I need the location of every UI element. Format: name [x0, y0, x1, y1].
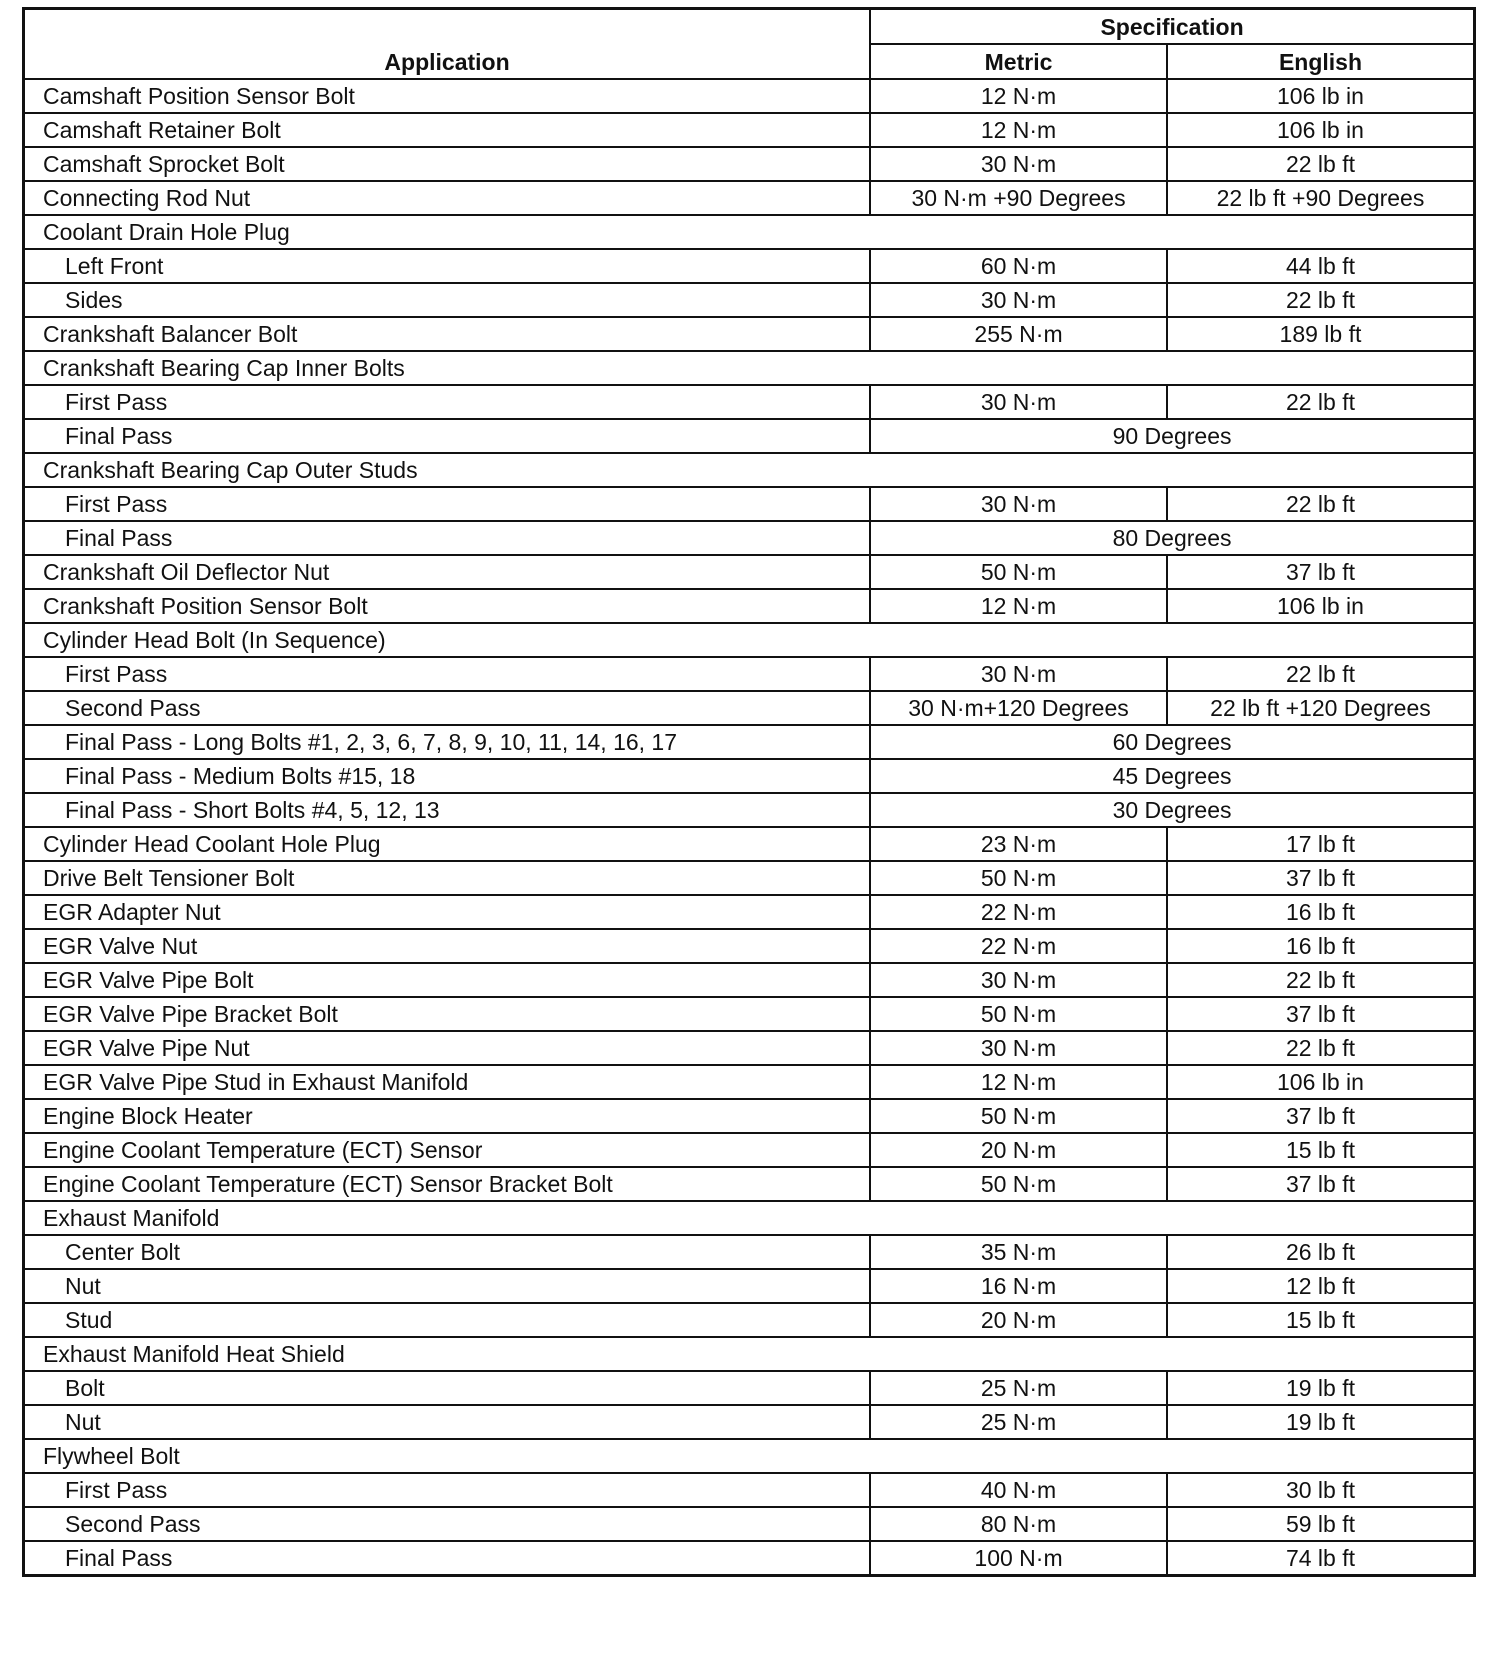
application-cell: Crankshaft Balancer Bolt [24, 317, 871, 351]
table-row [24, 1099, 1475, 1133]
table-row [24, 691, 1475, 725]
english-cell: 22 lb ft [1167, 963, 1475, 997]
english-cell: 22 lb ft [1167, 1031, 1475, 1065]
table-group-row [24, 453, 1475, 487]
metric-cell: 30 N·m [870, 657, 1167, 691]
english-cell: 22 lb ft [1167, 147, 1475, 181]
table-row [24, 929, 1475, 963]
english-cell: 37 lb ft [1167, 1099, 1475, 1133]
table-row [24, 1303, 1475, 1337]
application-cell: Center Bolt [24, 1235, 871, 1269]
application-cell: Final Pass [24, 521, 871, 555]
empty-spec-cell [870, 215, 1474, 249]
metric-cell: 50 N·m [870, 861, 1167, 895]
application-cell: First Pass [24, 657, 871, 691]
table-group-row [24, 1439, 1475, 1473]
application-cell: EGR Valve Pipe Bolt [24, 963, 871, 997]
metric-cell: 30 N·m [870, 1031, 1167, 1065]
application-cell: Crankshaft Bearing Cap Outer Studs [24, 453, 871, 487]
metric-cell: 12 N·m [870, 1065, 1167, 1099]
english-cell: 16 lb ft [1167, 929, 1475, 963]
application-cell: Camshaft Sprocket Bolt [24, 147, 871, 181]
table-row [24, 793, 1475, 827]
english-cell: 37 lb ft [1167, 555, 1475, 589]
english-cell: 22 lb ft +90 Degrees [1167, 181, 1475, 215]
metric-cell: 12 N·m [870, 589, 1167, 623]
metric-cell: 30 N·m [870, 963, 1167, 997]
application-cell: Flywheel Bolt [24, 1439, 871, 1473]
application-cell: Final Pass - Long Bolts #1, 2, 3, 6, 7, 8, 9, 10, 11, 14, 16, 17 [24, 725, 871, 759]
english-cell: 12 lb ft [1167, 1269, 1475, 1303]
merged-spec-cell: 60 Degrees [870, 725, 1474, 759]
application-cell: First Pass [24, 487, 871, 521]
table-row [24, 895, 1475, 929]
table-row [24, 657, 1475, 691]
table-row [24, 1371, 1475, 1405]
table-group-row [24, 1201, 1475, 1235]
empty-spec-cell [870, 1201, 1474, 1235]
table-row [24, 963, 1475, 997]
english-cell: 26 lb ft [1167, 1235, 1475, 1269]
table-row [24, 861, 1475, 895]
metric-cell: 22 N·m [870, 929, 1167, 963]
metric-cell: 12 N·m [870, 113, 1167, 147]
table-row [24, 1065, 1475, 1099]
application-cell: Final Pass [24, 419, 871, 453]
application-cell: Crankshaft Bearing Cap Inner Bolts [24, 351, 871, 385]
table-row [24, 147, 1475, 181]
table-row [24, 1133, 1475, 1167]
table-row [24, 1269, 1475, 1303]
table-row [24, 555, 1475, 589]
application-cell: Cylinder Head Coolant Hole Plug [24, 827, 871, 861]
application-cell: EGR Valve Pipe Nut [24, 1031, 871, 1065]
application-cell: Connecting Rod Nut [24, 181, 871, 215]
application-cell: Final Pass [24, 1541, 871, 1576]
torque-spec-table [22, 7, 1476, 1577]
metric-cell: 40 N·m [870, 1473, 1167, 1507]
specification-header: Specification [870, 9, 1474, 45]
empty-spec-cell [870, 351, 1474, 385]
english-cell: 106 lb in [1167, 79, 1475, 113]
english-cell: 74 lb ft [1167, 1541, 1475, 1576]
english-cell: 22 lb ft [1167, 385, 1475, 419]
table-row [24, 249, 1475, 283]
application-cell: EGR Adapter Nut [24, 895, 871, 929]
english-cell: 19 lb ft [1167, 1405, 1475, 1439]
table-group-row [24, 623, 1475, 657]
table-row [24, 589, 1475, 623]
application-cell: Stud [24, 1303, 871, 1337]
english-cell: 15 lb ft [1167, 1303, 1475, 1337]
english-cell: 22 lb ft [1167, 657, 1475, 691]
application-cell: Cylinder Head Bolt (In Sequence) [24, 623, 871, 657]
application-cell: Exhaust Manifold [24, 1201, 871, 1235]
table-row [24, 283, 1475, 317]
table-row [24, 181, 1475, 215]
application-cell: Engine Block Heater [24, 1099, 871, 1133]
application-cell: Camshaft Retainer Bolt [24, 113, 871, 147]
table-row [24, 759, 1475, 793]
english-cell: 44 lb ft [1167, 249, 1475, 283]
empty-spec-cell [870, 1337, 1474, 1371]
english-cell: 106 lb in [1167, 1065, 1475, 1099]
metric-cell: 25 N·m [870, 1371, 1167, 1405]
table-row [24, 79, 1475, 113]
application-cell: Second Pass [24, 691, 871, 725]
application-cell: Crankshaft Oil Deflector Nut [24, 555, 871, 589]
english-cell: 37 lb ft [1167, 997, 1475, 1031]
english-cell: 30 lb ft [1167, 1473, 1475, 1507]
metric-cell: 20 N·m [870, 1133, 1167, 1167]
metric-cell: 255 N·m [870, 317, 1167, 351]
metric-cell: 30 N·m [870, 283, 1167, 317]
metric-cell: 50 N·m [870, 555, 1167, 589]
application-cell: Nut [24, 1269, 871, 1303]
application-cell: Nut [24, 1405, 871, 1439]
table-row [24, 521, 1475, 555]
table-group-row [24, 215, 1475, 249]
english-cell: 37 lb ft [1167, 861, 1475, 895]
english-cell: 189 lb ft [1167, 317, 1475, 351]
table-row [24, 1031, 1475, 1065]
application-cell: EGR Valve Nut [24, 929, 871, 963]
application-cell: Sides [24, 283, 871, 317]
english-cell: 15 lb ft [1167, 1133, 1475, 1167]
metric-cell: 23 N·m [870, 827, 1167, 861]
metric-cell: 50 N·m [870, 1167, 1167, 1201]
application-cell: First Pass [24, 1473, 871, 1507]
table-row [24, 1235, 1475, 1269]
empty-spec-cell [870, 623, 1474, 657]
table-row [24, 1473, 1475, 1507]
merged-spec-cell: 80 Degrees [870, 521, 1474, 555]
table-row [24, 997, 1475, 1031]
table-body [24, 79, 1475, 1576]
metric-cell: 25 N·m [870, 1405, 1167, 1439]
english-header: English [1167, 44, 1475, 79]
application-cell: Bolt [24, 1371, 871, 1405]
application-cell: EGR Valve Pipe Bracket Bolt [24, 997, 871, 1031]
metric-cell: 50 N·m [870, 997, 1167, 1031]
metric-cell: 50 N·m [870, 1099, 1167, 1133]
merged-spec-cell: 45 Degrees [870, 759, 1474, 793]
application-cell: First Pass [24, 385, 871, 419]
english-cell: 22 lb ft +120 Degrees [1167, 691, 1475, 725]
application-cell: Left Front [24, 249, 871, 283]
metric-cell: 30 N·m [870, 147, 1167, 181]
metric-cell: 100 N·m [870, 1541, 1167, 1576]
application-cell: Coolant Drain Hole Plug [24, 215, 871, 249]
table-row [24, 317, 1475, 351]
metric-cell: 30 N·m +90 Degrees [870, 181, 1167, 215]
english-cell: 22 lb ft [1167, 283, 1475, 317]
application-cell: Engine Coolant Temperature (ECT) Sensor Bracket Bolt [24, 1167, 871, 1201]
table-row [24, 827, 1475, 861]
english-cell: 17 lb ft [1167, 827, 1475, 861]
application-cell: Crankshaft Position Sensor Bolt [24, 589, 871, 623]
application-cell: Exhaust Manifold Heat Shield [24, 1337, 871, 1371]
metric-cell: 30 N·m [870, 385, 1167, 419]
english-cell: 106 lb in [1167, 113, 1475, 147]
application-header: Application [24, 9, 871, 80]
metric-cell: 60 N·m [870, 249, 1167, 283]
table-row [24, 725, 1475, 759]
english-cell: 37 lb ft [1167, 1167, 1475, 1201]
metric-header: Metric [870, 44, 1167, 79]
english-cell: 106 lb in [1167, 589, 1475, 623]
table-row [24, 487, 1475, 521]
english-cell: 59 lb ft [1167, 1507, 1475, 1541]
table-row [24, 1167, 1475, 1201]
table-row [24, 1541, 1475, 1576]
table-row [24, 385, 1475, 419]
application-cell: EGR Valve Pipe Stud in Exhaust Manifold [24, 1065, 871, 1099]
table-row [24, 113, 1475, 147]
metric-cell: 16 N·m [870, 1269, 1167, 1303]
english-cell: 19 lb ft [1167, 1371, 1475, 1405]
merged-spec-cell: 90 Degrees [870, 419, 1474, 453]
application-cell: Second Pass [24, 1507, 871, 1541]
metric-cell: 20 N·m [870, 1303, 1167, 1337]
table-row [24, 1507, 1475, 1541]
table-header [24, 9, 1475, 80]
table-group-row [24, 351, 1475, 385]
metric-cell: 12 N·m [870, 79, 1167, 113]
empty-spec-cell [870, 453, 1474, 487]
table-row [24, 1405, 1475, 1439]
application-cell: Drive Belt Tensioner Bolt [24, 861, 871, 895]
application-cell: Final Pass - Short Bolts #4, 5, 12, 13 [24, 793, 871, 827]
english-cell: 22 lb ft [1167, 487, 1475, 521]
table-row [24, 419, 1475, 453]
merged-spec-cell: 30 Degrees [870, 793, 1474, 827]
metric-cell: 35 N·m [870, 1235, 1167, 1269]
metric-cell: 22 N·m [870, 895, 1167, 929]
table-group-row [24, 1337, 1475, 1371]
empty-spec-cell [870, 1439, 1474, 1473]
metric-cell: 30 N·m [870, 487, 1167, 521]
application-cell: Final Pass - Medium Bolts #15, 18 [24, 759, 871, 793]
application-cell: Engine Coolant Temperature (ECT) Sensor [24, 1133, 871, 1167]
metric-cell: 80 N·m [870, 1507, 1167, 1541]
application-cell: Camshaft Position Sensor Bolt [24, 79, 871, 113]
english-cell: 16 lb ft [1167, 895, 1475, 929]
metric-cell: 30 N·m+120 Degrees [870, 691, 1167, 725]
